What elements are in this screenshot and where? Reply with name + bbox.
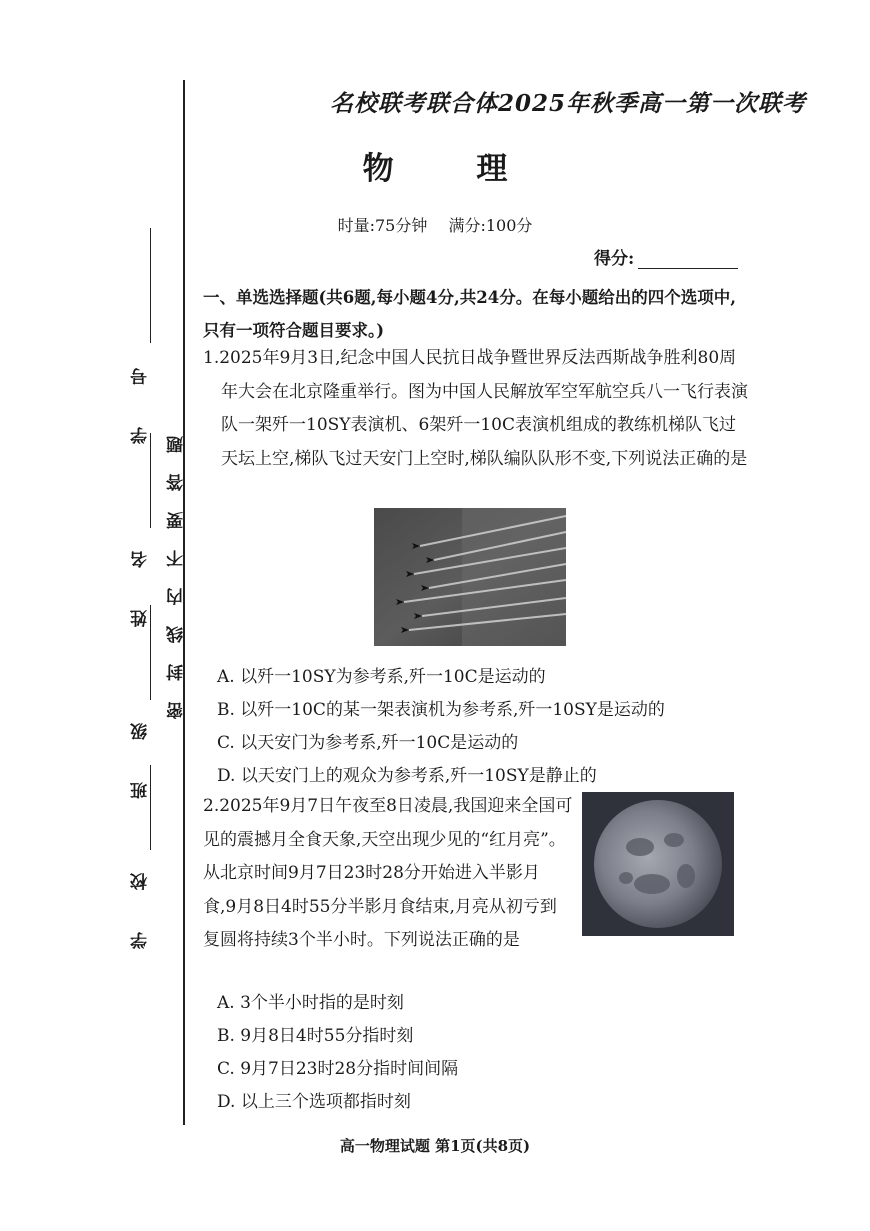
score-label: 得分: [594,249,635,269]
time-limit: 时量:75分钟 [337,216,428,235]
class-field [128,705,158,799]
student-id-label: 学 号 [131,350,151,444]
student-id-field [128,350,158,444]
q1-option-b: B. 以歼一10C的某一架表演机为参考系,歼一10SY是运动的 [217,700,665,720]
subject-title: 物 理 [362,151,544,187]
seal-notice: 密封线内不要答题 [167,415,187,719]
q2-option-c: C. 9月7日23时28分指时间间隔 [217,1059,459,1079]
exam-title: 名校联考联合体2025年秋季高一第一次联考 [330,90,807,117]
q2-option-b: B. 9月8日4时55分指时刻 [217,1026,414,1046]
q1-option-d: D. 以天安门上的观众为参考系,歼一10SY是静止的 [217,766,597,786]
page-footer: 高一物理试题 第1页(共8页) [339,1137,531,1155]
q2-option-d: D. 以上三个选项都指时刻 [217,1092,411,1112]
name-blank [150,433,151,528]
school-field [128,855,158,949]
name-label: 姓 名 [131,533,151,627]
q2-option-a: A. 3个半小时指的是时刻 [217,993,404,1013]
q1-option-c: C. 以天安门为参考系,歼一10C是运动的 [217,733,519,753]
question-1 [203,342,748,476]
exam-meta [0,213,870,236]
question-1-stem: 1.2025年9月3日,纪念中国人民抗日战争暨世界反法西斯战争胜利80周年大会在北京隆重举行。图为中国人民解放军空军航空兵八一飞行表演队一架歼一10SY表演机、6架歼一10C表演机组成的教练机梯队飞过天坛上空,梯队飞过天安门上空时,梯队编队队形不变,下列说法正确的是 [203,348,748,469]
lunar-eclipse-photo [582,792,734,936]
score-blank[interactable] [638,250,738,269]
school-label: 学 校 [131,855,151,949]
jet-formation-photo [374,508,566,646]
score-box [594,244,738,269]
class-label: 班 级 [131,705,151,799]
question-2-stem: 2.2025年9月7日午夜至8日凌晨,我国迎来全国可见的震撼月全食天象,天空出现少见的“红月亮”。从北京时间9月7日23时28分开始进入半影月食,9月8日4时55分半影月食结束,月亮从初亏到复圆将持续3个半小时。下列说法正确的是 [203,796,573,950]
q1-option-a: A. 以歼一10SY为参考系,歼一10C是运动的 [217,667,546,687]
section-heading: 一、单选选择题(共6题,每小题4分,共24分。在每小题给出的四个选项中,只有一项符合题目要求。) [203,288,736,340]
full-score: 满分:100分 [448,216,533,235]
student-id-blank [150,228,151,343]
question-2 [203,790,573,958]
name-field [128,533,158,627]
